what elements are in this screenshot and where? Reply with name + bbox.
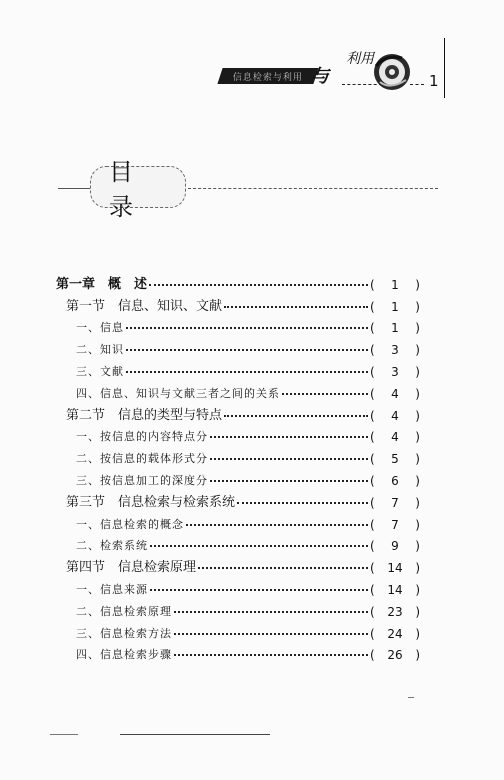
toc-item-row[interactable] <box>56 357 420 379</box>
toc-page-number <box>370 321 420 335</box>
toc-page-number <box>370 605 420 619</box>
paren-open: ( <box>370 430 375 445</box>
paren-close: ) <box>415 517 420 532</box>
toc-dot-leader <box>150 589 368 591</box>
toc-page-number <box>370 627 420 641</box>
paren-close: ) <box>415 364 420 379</box>
toc-page-number <box>370 387 420 401</box>
toc-entry-title: 一、按信息的内容特点分 <box>76 430 208 444</box>
toc-item-row[interactable] <box>56 619 420 641</box>
paren-close: ) <box>415 604 420 619</box>
paren-open: ( <box>370 495 375 510</box>
toc-item-row[interactable] <box>56 532 420 554</box>
paren-open: ( <box>370 408 375 423</box>
header-word-liyong: 利用 <box>346 51 374 67</box>
page-value: 3 <box>391 364 399 379</box>
title-rule-left <box>58 188 90 189</box>
paren-open: ( <box>370 277 375 292</box>
toc-item-row[interactable] <box>56 314 420 336</box>
paren-close: ) <box>415 452 420 467</box>
page-value: 14 <box>387 582 403 597</box>
header-vertical-rule <box>444 38 445 98</box>
page-value: 1 <box>391 299 399 314</box>
toc-dot-leader <box>224 415 368 417</box>
toc-item-row[interactable] <box>56 466 420 488</box>
paren-open: ( <box>370 582 375 597</box>
disc-emblem-icon <box>372 52 412 92</box>
paren-open: ( <box>370 452 375 467</box>
toc-entry-title: 三、文献 <box>76 364 124 378</box>
toc-dot-leader <box>198 567 368 569</box>
paren-close: ) <box>415 539 420 554</box>
toc-entry-title: 一、信息检索的概念 <box>76 517 184 531</box>
toc-page-number <box>370 300 420 314</box>
toc-entry-title: 一、信息来源 <box>76 582 148 596</box>
paren-close: ) <box>415 299 420 314</box>
paren-open: ( <box>370 321 375 336</box>
paren-close: ) <box>415 343 420 358</box>
paren-close: ) <box>415 473 420 488</box>
toc-entry-title: 第一节 信息、知识、文献 <box>66 298 223 314</box>
toc-section-row[interactable] <box>56 488 420 510</box>
paren-open: ( <box>370 343 375 358</box>
paren-open: ( <box>370 648 375 663</box>
header-band-text: 信息检索与利用 <box>232 73 303 83</box>
page-value: 7 <box>391 517 399 532</box>
toc-dot-leader <box>150 545 368 547</box>
toc-dot-leader <box>126 327 368 329</box>
toc-item-row[interactable] <box>56 379 420 401</box>
paren-open: ( <box>370 539 375 554</box>
toc-page-number <box>370 452 420 466</box>
toc-page-number <box>370 648 420 662</box>
page-value: 4 <box>391 408 399 423</box>
paren-open: ( <box>370 604 375 619</box>
toc-item-row[interactable] <box>56 641 420 663</box>
page-value: 26 <box>387 648 403 663</box>
toc-dot-leader <box>210 436 368 438</box>
toc-item-row[interactable] <box>56 575 420 597</box>
toc-dot-leader <box>210 458 368 460</box>
paren-open: ( <box>370 386 375 401</box>
toc-entry-title: 三、信息检索方法 <box>76 626 172 640</box>
toc-entry-title: 第一章 概 述 <box>56 276 148 292</box>
toc-item-row[interactable] <box>56 510 420 532</box>
paren-close: ) <box>415 582 420 597</box>
toc-entry-title: 二、检索系统 <box>76 539 148 553</box>
toc-dot-leader <box>210 480 368 482</box>
toc-entry-title: 第三节 信息检索与检索系统 <box>66 494 236 510</box>
paren-close: ) <box>415 408 420 423</box>
toc-page-number <box>370 518 420 532</box>
toc-entry-title: 第四节 信息检索原理 <box>66 560 197 576</box>
toc-page-number <box>370 365 420 379</box>
paren-open: ( <box>370 364 375 379</box>
page-value: 1 <box>391 277 399 292</box>
paren-close: ) <box>415 495 420 510</box>
toc-page-number <box>370 409 420 423</box>
paren-open: ( <box>370 626 375 641</box>
header-band <box>217 68 318 84</box>
toc-page-number <box>370 278 420 292</box>
paren-close: ) <box>415 430 420 445</box>
toc-page-number <box>370 539 420 553</box>
paren-close: ) <box>415 626 420 641</box>
toc-entry-title: 一、信息 <box>76 321 124 335</box>
toc-dot-leader <box>186 524 368 526</box>
toc-item-row[interactable] <box>56 423 420 445</box>
toc-item-row[interactable] <box>56 597 420 619</box>
toc-dot-leader <box>174 633 368 635</box>
paren-close: ) <box>415 321 420 336</box>
toc-item-row[interactable] <box>56 335 420 357</box>
toc-section-row[interactable] <box>56 401 420 423</box>
page-value: 9 <box>391 539 399 554</box>
toc-page-number <box>370 430 420 444</box>
footer-rule <box>120 734 270 735</box>
toc-entry-title: 第二节 信息的类型与特点 <box>66 407 223 423</box>
toc-dot-leader <box>126 371 368 373</box>
title-rule-right <box>188 188 438 189</box>
toc-entry-title: 四、信息、知识与文献三者之间的关系 <box>76 386 280 400</box>
table-of-contents <box>56 270 420 662</box>
toc-dot-leader <box>282 393 368 395</box>
page-value: 23 <box>387 604 403 619</box>
footer-mark <box>50 734 78 735</box>
page-value: 4 <box>391 430 399 445</box>
toc-dot-leader <box>149 284 368 286</box>
paren-close: ) <box>415 561 420 576</box>
toc-chapter-row[interactable] <box>56 270 420 292</box>
toc-entry-title: 二、按信息的载体形式分 <box>76 452 208 466</box>
toc-page-number <box>370 343 420 357</box>
toc-dot-leader <box>126 349 368 351</box>
page-value: 4 <box>391 386 399 401</box>
paren-close: ) <box>415 277 420 292</box>
toc-entry-title: 三、按信息加工的深度分 <box>76 473 208 487</box>
page-value: 1 <box>391 321 399 336</box>
toc-section-row[interactable] <box>56 292 420 314</box>
toc-page-number <box>370 561 420 575</box>
toc-dot-leader <box>174 611 368 613</box>
toc-page-number <box>370 474 420 488</box>
header-dash-line-2 <box>410 84 424 85</box>
page-value: 3 <box>391 343 399 358</box>
paren-open: ( <box>370 473 375 488</box>
toc-dot-leader <box>224 306 368 308</box>
page-value: 6 <box>391 473 399 488</box>
page-value: 5 <box>391 452 399 467</box>
toc-entry-title: 二、知识 <box>76 343 124 357</box>
toc-page-number <box>370 496 420 510</box>
page-number: 1 <box>429 72 439 90</box>
paren-open: ( <box>370 561 375 576</box>
contents-title: 目录 <box>90 166 186 208</box>
toc-item-row[interactable] <box>56 444 420 466</box>
footer-tick <box>408 697 414 698</box>
header-char-yu: 与 <box>311 66 329 87</box>
toc-dot-leader <box>174 654 368 656</box>
paren-close: ) <box>415 648 420 663</box>
toc-entry-title: 四、信息检索步骤 <box>76 648 172 662</box>
page-value: 14 <box>387 561 403 576</box>
toc-section-row[interactable] <box>56 553 420 575</box>
paren-open: ( <box>370 517 375 532</box>
page-value: 7 <box>391 495 399 510</box>
page-value: 24 <box>387 626 403 641</box>
toc-page-number <box>370 583 420 597</box>
toc-entry-title: 二、信息检索原理 <box>76 604 172 618</box>
toc-dot-leader <box>237 502 368 504</box>
paren-open: ( <box>370 299 375 314</box>
paren-close: ) <box>415 386 420 401</box>
